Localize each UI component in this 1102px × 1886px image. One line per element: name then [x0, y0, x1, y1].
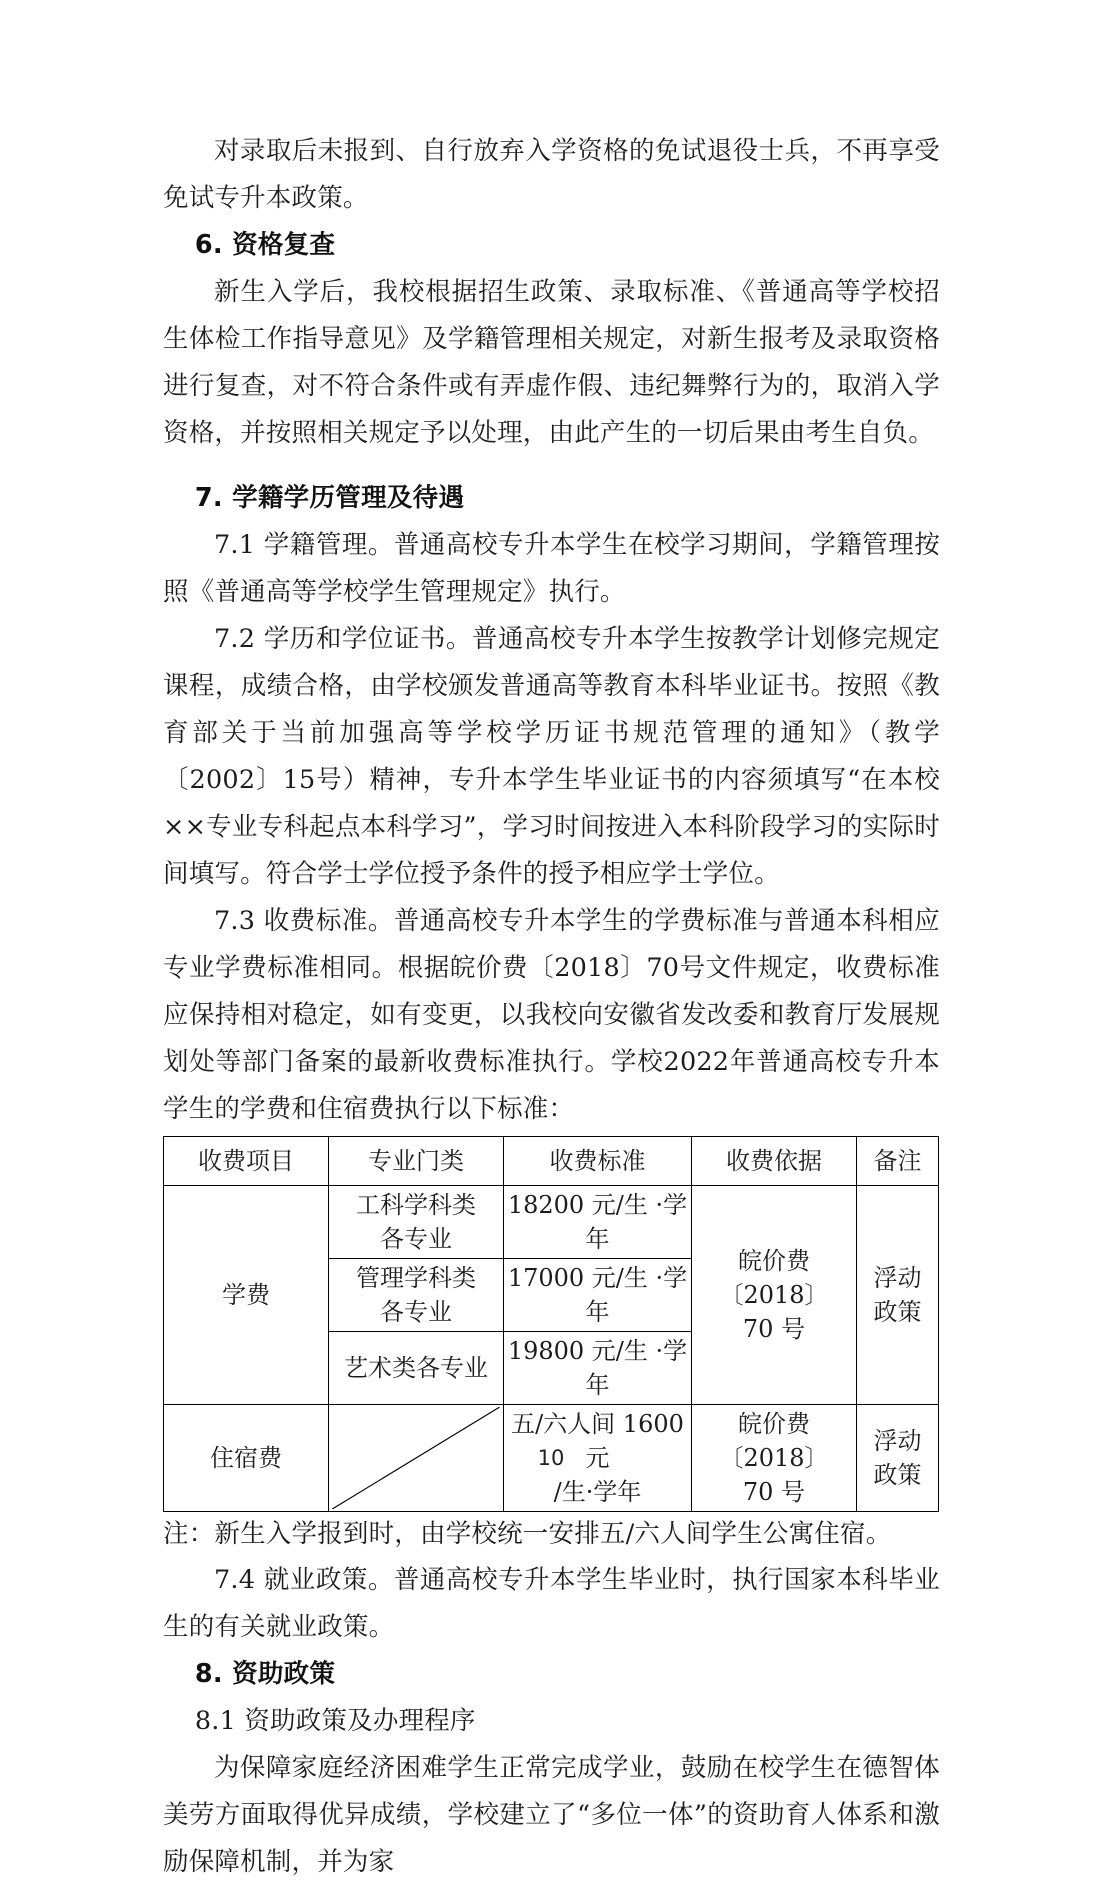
section-7-2-paragraph: 7.2 学历和学位证书。普通高校专升本学生按教学计划修完规定课程，成绩合格，由学校颁发普通高等教育本科毕业证书。按照《教育部关于当前加强高等学校学历证书规范管理的通知》（教学〔2002〕15号）精神，专升本学生毕业证书的内容须填写“在本校××专业专科起点本科学习”，学习时间按进入本科阶段学习的实际时间填写。符合学士学位授予条件的授予相应学士学位。	[163, 624, 940, 889]
cell-item-tuition: 学费	[164, 1186, 329, 1405]
basis-line-2: 70 号	[742, 1315, 806, 1343]
remark-line-1: 浮动	[873, 1264, 922, 1292]
category-line-2: 各专业	[380, 1225, 452, 1253]
category-line-1: 工科学科类	[356, 1191, 476, 1219]
table-header-row	[164, 1137, 939, 1186]
table-header-remark: 备注	[857, 1137, 939, 1186]
spacer	[163, 457, 940, 475]
section-heading-6: 6. 资格复查	[194, 230, 336, 260]
table-header-basis: 收费依据	[692, 1137, 857, 1186]
standard-line-1: 五/六人间 1600 元	[511, 1410, 684, 1472]
cell-remark-tuition	[857, 1186, 939, 1405]
basis-line-1: 皖价费〔2018〕	[719, 1247, 829, 1309]
basis-line-2: 70 号	[742, 1478, 806, 1506]
section-heading-7: 7. 学籍学历管理及待遇	[194, 483, 465, 513]
cell-standard-arts: 19800 元/生 ·学年	[504, 1332, 692, 1405]
section-8-1-heading: 8.1 资助政策及办理程序	[194, 1706, 476, 1736]
remark-line-2: 政策	[873, 1461, 922, 1489]
basis-line-1: 皖价费〔2018〕	[719, 1410, 829, 1472]
section-6-paragraph: 新生入学后，我校根据招生政策、录取标准、《普通高等学校招生体检工作指导意见》及学籍管理相关规定，对新生报考及录取资格进行复查，对不符合条件或有弄虚作假、违纪舞弊行为的，取消入学资格，并按照相关规定予以处理，由此产生的一切后果由考生自负。	[163, 277, 940, 448]
category-line-2: 各专业	[380, 1298, 452, 1326]
page-number: 10	[537, 1446, 565, 1470]
cell-standard-engineering: 18200 元/生 ·学年	[504, 1186, 692, 1259]
table-header-item: 收费项目	[164, 1137, 329, 1186]
section-heading-8: 8. 资助政策	[194, 1659, 336, 1689]
table-row	[164, 1186, 939, 1259]
table-note: 注：新生入学报到时，由学校统一安排五/六人间学生公寓住宿。	[163, 1519, 892, 1549]
cell-standard-management: 17000 元/生 ·学年	[504, 1259, 692, 1332]
section-7-4-paragraph: 7.4 就业政策。普通高校专升本学生毕业时，执行国家本科毕业生的有关就业政策。	[163, 1565, 940, 1642]
section-7-1-paragraph: 7.1 学籍管理。普通高校专升本学生在校学习期间，学籍管理按照《普通高等学校学生管理规定》执行。	[163, 530, 940, 607]
cell-category-management	[329, 1259, 504, 1332]
table-header-category: 专业门类	[329, 1137, 504, 1186]
page-content	[163, 128, 940, 1886]
cell-basis-tuition	[692, 1186, 857, 1405]
category-line-1: 管理学科类	[356, 1264, 476, 1292]
intro-paragraph: 对录取后未报到、自行放弃入学资格的免试退役士兵，不再享受免试专升本政策。	[163, 136, 940, 213]
section-7-3-paragraph: 7.3 收费标准。普通高校专升本学生的学费标准与普通本科相应专业学费标准相同。根据皖价费〔2018〕70号文件规定，收费标准应保持相对稳定，如有变更，以我校向安徽省发改委和教育厅发展规划处等部门备案的最新收费标准执行。学校2022年普通高校专升本学生的学费和住宿费执行以下标准：	[163, 906, 940, 1124]
remark-line-1: 浮动	[873, 1427, 922, 1455]
cell-category-engineering	[329, 1186, 504, 1259]
cell-category-arts: 艺术类各专业	[329, 1332, 504, 1405]
standard-line-2: /生·学年	[553, 1478, 642, 1506]
table-header-standard: 收费标准	[504, 1137, 692, 1186]
section-8-1-paragraph: 为保障家庭经济困难学生正常完成学业，鼓励在校学生在德智体美劳方面取得优异成绩，学校建立了“多位一体”的资助育人体系和激励保障机制，并为家	[163, 1753, 940, 1877]
remark-line-2: 政策	[873, 1298, 922, 1326]
cell-item-accommodation: 住宿费	[164, 1405, 329, 1512]
